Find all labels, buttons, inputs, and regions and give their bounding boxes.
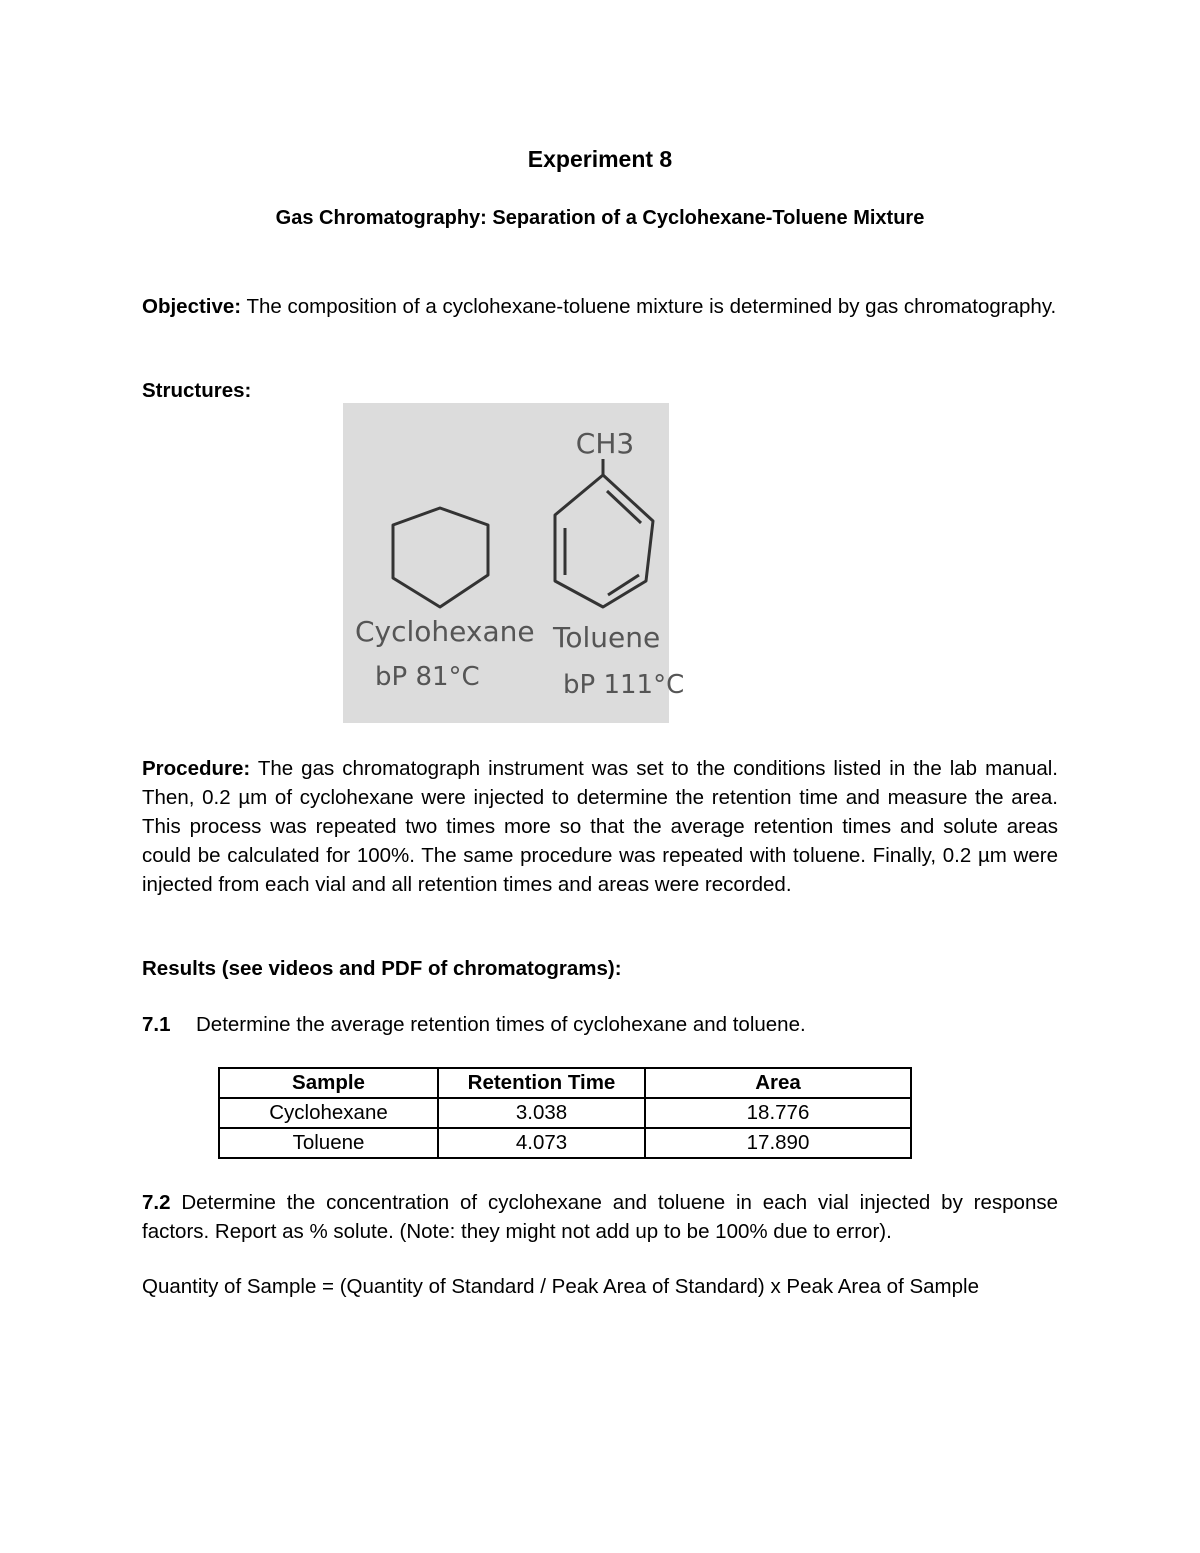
procedure-label: Procedure: [142,757,251,780]
table-header: Retention Time [438,1068,645,1098]
document-subtitle: Gas Chromatography: Separation of a Cyclohexane-Toluene Mixture [275,207,925,229]
structures-drawing [343,403,685,723]
table-cell: 4.073 [438,1128,645,1158]
structures-label: Structures: [142,379,252,402]
cyclohexane-name: Cyclohexane [355,615,535,648]
structures-figure [343,403,685,723]
toluene-bp: bP 111°C [563,670,685,700]
cyclohexane-bp: bP 81°C [375,662,480,692]
table-header: Sample [219,1068,438,1098]
question-text: Determine the concentration of cyclohexane and toluene in each vial injected by response factors. Report as % solute. (Note: they might not add up to be 100% due to error). [142,1191,1058,1243]
toluene-ring [555,475,653,607]
table-row [219,1098,911,1128]
cyclohexane-ring [393,508,488,607]
table-cell: 3.038 [438,1098,645,1128]
document-title: Experiment 8 [527,146,673,172]
table-cell: 17.890 [645,1128,911,1158]
objective-label: Objective: [142,295,242,318]
methyl-label: CH3 [575,427,635,460]
table-cell: 18.776 [645,1098,911,1128]
question-number: 7.1 [142,1013,171,1036]
table-cell: Toluene [219,1128,438,1158]
procedure-text: The gas chromatograph instrument was set to the conditions listed in the lab manual. Then, 0.2 µm of cyclohexane were injected to determine the retention time and measure the area. This process was repeated two times more so that the average retention times and solute areas could be calculated for 100%. The same procedure was repeated with toluene. Finally, 0.2 µm were injected from each vial and all retention times and areas were recorded. [142,757,1058,896]
table-header: Area [645,1068,911,1098]
question-7-1 [142,1013,806,1037]
objective-paragraph [142,292,1058,321]
toluene-double-bond [608,575,639,595]
formula-line: Quantity of Sample = (Quantity of Standard / Peak Area of Standard) x Peak Area of Sample [142,1275,979,1298]
table-cell: Cyclohexane [219,1098,438,1128]
objective-text: The composition of a cyclohexane-toluene mixture is determined by gas chromatography. [241,295,1057,318]
question-7-2 [142,1188,1058,1246]
retention-table [218,1067,912,1159]
toluene-name: Toluene [553,621,661,654]
question-text: Determine the average retention times of cyclohexane and toluene. [196,1013,806,1036]
results-heading: Results (see videos and PDF of chromatograms): [142,957,622,980]
procedure-paragraph [142,754,1058,899]
table-row [219,1128,911,1158]
table-header-row [219,1068,911,1098]
question-number: 7.2 [142,1191,171,1214]
